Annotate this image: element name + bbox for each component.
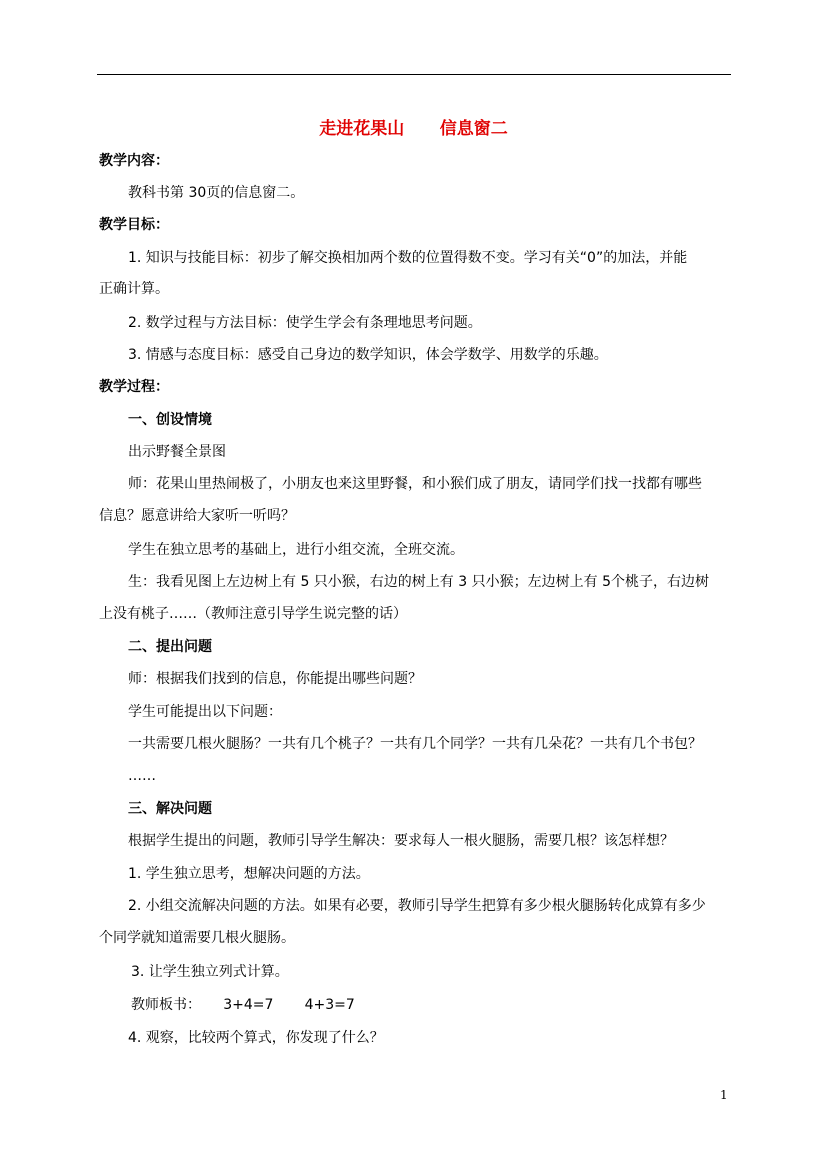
- paragraph-line: 4. 观察，比较两个算式，你发现了什么？: [128, 1030, 384, 1046]
- paragraph-line: ……: [128, 768, 156, 784]
- paragraph-line: 一共需要几根火腿肠？一共有几个桃子？一共有几个同学？一共有几朵花？一共有几个书包？: [128, 736, 702, 752]
- page-number: 1: [720, 1088, 728, 1102]
- document-title: 走进花果山 信息窗二: [319, 119, 508, 139]
- paragraph-line: 1. 知识与技能目标：初步了解交换相加两个数的位置得数不变。学习有关“0”的加法，并能: [128, 250, 688, 266]
- section-heading-1: 一、创设情境: [128, 412, 212, 428]
- paragraph-line: 2. 小组交流解决问题的方法。如果有必要，教师引导学生把算有多少根火腿肠转化成算有多少: [128, 898, 706, 914]
- paragraph-line: 3. 情感与态度目标：感受自己身边的数学知识，体会学数学、用数学的乐趣。: [128, 347, 608, 363]
- paragraph-line: 学生可能提出以下问题：: [128, 704, 282, 720]
- paragraph-line: 上没有桃子……（教师注意引导学生说完整的话）: [99, 606, 407, 622]
- heading-teaching-goals: 教学目标：: [99, 217, 169, 233]
- paragraph-line: 3. 让学生独立列式计算。: [131, 964, 289, 980]
- paragraph-line: 个同学就知道需要几根火腿肠。: [99, 930, 295, 946]
- paragraph-line: 教科书第 30页的信息窗二。: [128, 185, 305, 201]
- paragraph-line: 信息？愿意讲给大家听一听吗？: [99, 508, 295, 524]
- heading-teaching-content: 教学内容：: [99, 153, 169, 169]
- paragraph-line: 学生在独立思考的基础上，进行小组交流，全班交流。: [128, 542, 464, 558]
- paragraph-line: 根据学生提出的问题，教师引导学生解决：要求每人一根火腿肠，需要几根？该怎样想？: [128, 833, 674, 849]
- paragraph-line: 师：花果山里热闹极了，小朋友也来这里野餐，和小猴们成了朋友，请同学们找一找都有哪些: [128, 476, 702, 492]
- paragraph-line: 师：根据我们找到的信息，你能提出哪些问题？: [128, 671, 422, 687]
- paragraph-line: 2. 数学过程与方法目标：使学生学会有条理地思考问题。: [128, 315, 482, 331]
- paragraph-line: 生：我看见图上左边树上有 5 只小猴，右边的树上有 3 只小猴；左边树上有 5个桃子，右边树: [128, 574, 709, 590]
- section-heading-3: 三、解决问题: [128, 801, 212, 817]
- section-heading-2: 二、提出问题: [128, 639, 212, 655]
- heading-teaching-process: 教学过程：: [99, 379, 169, 395]
- board-writing: 教师板书： 3+4=7 4+3=7: [131, 997, 355, 1013]
- paragraph-line: 1. 学生独立思考，想解决问题的方法。: [128, 866, 370, 882]
- header-rule: [97, 74, 731, 75]
- paragraph-line: 出示野餐全景图: [128, 444, 226, 460]
- paragraph-line: 正确计算。: [99, 281, 169, 297]
